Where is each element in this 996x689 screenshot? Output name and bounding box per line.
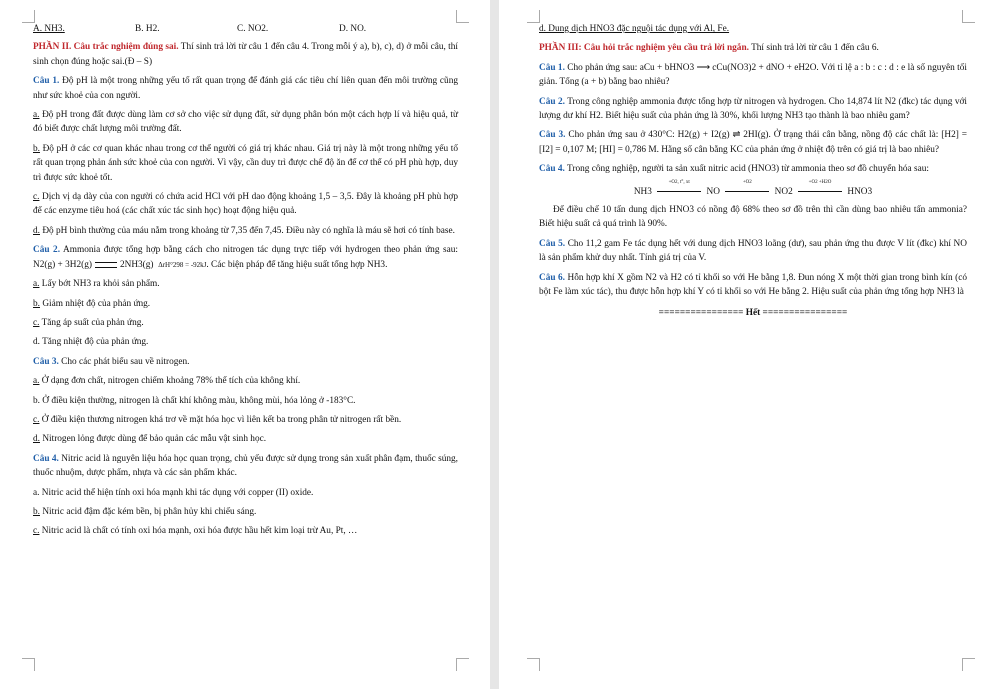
q1-option-b: b. Độ pH ở các cơ quan khác nhau trong cơ thể người có giá trị khác nhau. Giá trị này là một trong những yếu tố rất quan trọng phản ánh sức khoẻ của con người. Vì vậy, cần duy trì được chế độ ăn để cơ thể có pH phù hợp, duy trì được sức khoẻ tốt. [33,143,458,183]
q3-option-b: b. Ở điều kiện thường, nitrogen là chất khí không màu, không mùi, hóa lỏng ở -183°C. [33,395,356,406]
short-question-6: Câu 6. Hỗn hợp khí X gồm N2 và H2 có tỉ khối so với He bằng 1,8. Đun nóng X một thời gian trong bình kín (có bột Fe làm xúc tác), thu được hỗn hợp khí Y có tỉ khối so với He bằng 2. Hiệu suất của phản ứng tổng hợp NH3 là [539,272,967,298]
short-question-3: Câu 3. Cho phản ứng sau ở 430°C: H2(g) + I2(g) ⇌ 2HI(g). Ở trạng thái cân bằng, nồng độ các chất là: [H2] = [I2] = 0,107 M; [HI] = 0,786 M. Hằng số cân bằng KC của phản ứng ở nhiệt độ trên có giá trị là bao nhiêu? [539,130,967,155]
page-1-content [33,22,458,544]
option-d: D. NO. [339,24,367,34]
short-question-2: Câu 2. Trong công nghiệp ammonia được tổng hợp từ nitrogen và hydrogen. Cho 14,874 lít N2 (đkc) tác dụng với lượng dư khí H2. Biết hiệu suất của phản ứng là 30%, khối lượng NH3 tạo thành là bao nhiêu gam? [539,96,967,122]
question-3 [33,355,458,369]
page-2-content [539,22,967,320]
question-4 [33,452,458,481]
q2-option-c: c. Tăng áp suất của phản ứng. [33,317,144,328]
crop-mark [456,658,469,671]
page-1 [0,0,490,689]
short-question-4-continued: Để điều chế 10 tấn dung dịch HNO3 có nồng độ 68% theo sơ đồ trên thì cần dùng bao nhiêu tấn ammonia? Biết hiệu suất cả quá trình là 90%. [539,205,967,230]
q2-text: Ammonia được tổng hợp bằng cách cho nitrogen tác dụng trực tiếp với hydrogen theo phản ứng sau: [63,245,458,256]
q2-equation-right: 2NH3(g) [119,259,154,270]
q2-option-d: d. Tăng nhiệt độ của phản ứng. [33,337,149,348]
q1-label: Câu 1. [33,76,60,87]
short-question-4: Câu 4. Trong công nghiệp, người ta sản xuất nitric acid (HNO3) từ ammonia theo sơ đồ chuyển hóa sau: [539,164,929,175]
option-a: A. NH3. [33,24,65,34]
q1-option-d: d. Độ pH bình thường của máu nằm trong khoảng từ 7,35 đến 7,45. Điều này có nghĩa là máu sẽ hơi có tính base. [33,225,455,236]
part2-title: PHẦN II. Câu trắc nghiệm đúng sai. [33,42,179,53]
question-2 [33,243,458,272]
part2-intro: Thí sinh trả lời từ câu 1 đến câu 4. Trong mỗi ý a), b), c), d) ở mỗi câu, thí sinh chọn đúng hoặc sai.(Đ – S) [33,42,458,67]
arrow-icon: +O2 +H2O [798,191,842,192]
chain-hno3: HNO3 [847,186,873,197]
q4-option-b: b. Nitric acid đậm đặc kém bền, bị phân hủy khi chiếu sáng. [33,506,257,517]
q3-text: Cho các phát biểu sau về nitrogen. [61,356,190,367]
arrow-icon: +O2, t°, xt [657,191,701,192]
crop-mark [527,658,540,671]
end-marker: ================ Hết ================ [658,307,848,318]
part2-heading [33,40,458,69]
q2-equation-left: N2(g) + 3H2(g) [33,259,92,270]
answer-options [33,22,458,36]
q4-option-a: a. Nitric acid thể hiện tính oxi hóa mạnh khi tác dụng với copper (II) oxide. [33,487,314,498]
q2-enthalpy: ΔrH°298 = -92kJ [158,260,207,269]
arrow-icon: +O2 [725,191,769,192]
q3-label: Câu 3. [33,356,59,367]
q4-option-d: d. Dung dịch HNO3 đặc nguội tác dụng với Al, Fe. [539,24,730,34]
q4-label: Câu 4. [33,453,59,464]
q3-option-d: d. Nitrogen lỏng được dùng để bảo quản các mẫu vật sinh học. [33,434,267,445]
part3-intro: Thí sinh trả lời từ câu 1 đến câu 6. [751,43,879,54]
q2-option-b: b. Giảm nhiệt độ của phản ứng. [33,298,151,309]
chain-no: NO [706,186,720,197]
chain-nh3: NH3 [633,186,652,197]
part3-heading [539,41,967,55]
chain-no2: NO2 [774,186,793,197]
short-question-1: Câu 1. Cho phản ứng sau: aCu + bHNO3 ⟶ cCu(NO3)2 + dNO + eH2O. Với tỉ lệ a : b : c : d : e là số nguyên tối giản. Tổng (a + b) bằng bao nhiêu? [539,62,967,88]
q2-label: Câu 2. [33,245,61,256]
equilibrium-arrow-icon [95,262,117,268]
q4-option-c: c. Nitric acid là chất có tính oxi hóa mạnh, oxi hóa được hầu hết kim loại trừ Au, Pt, … [33,526,358,537]
question-1 [33,74,458,103]
page-2 [499,0,996,689]
part3-title: PHẦN III: Câu hỏi trắc nghiệm yêu cầu trả lời ngắn. [539,43,749,54]
q3-option-a: a. Ở dạng đơn chất, nitrogen chiếm khoảng 78% thể tích của không khí. [33,376,301,387]
page-gap [490,0,499,689]
q4-text: Nitric acid là nguyên liệu hóa học quan trọng, chủ yếu được sử dụng trong sản xuất phân đạm, thuốc súng, thuốc nhuộm, dược phẩm, nhựa và các sản phẩm khác. [33,453,458,479]
q3-option-c: c. Ở điều kiện thương nitrogen khá trơ về mặt hóa học vì liên kết ba trong phân tử nitrogen rất bền. [33,414,402,425]
q2-option-a: a. Lấy bớt NH3 ra khỏi sản phẩm. [33,279,160,290]
q2-tail: . Các biện pháp để tăng hiệu suất tổng hợp NH3. [206,259,388,270]
q1-option-a: a. Độ pH trong đất được dùng làm cơ sở cho việc sử dụng đất, sử dụng phân bón một cách hợp lí và hiệu quả, từ đó biết được chất lượng môi trường đất. [33,110,458,135]
crop-mark [962,658,975,671]
option-c: C. NO2. [237,24,269,34]
short-question-5: Câu 5. Cho 11,2 gam Fe tác dụng hết với dung dịch HNO3 loãng (dư), sau phản ứng thu được V lít (đkc) khí NO là sản phẩm khử duy nhất. Tính giá trị của V. [539,238,967,264]
q1-option-c: c. Dịch vị dạ dày của con người có chứa acid HCl với pH dao động khoảng 1,5 – 3,5. Đây là khoảng pH phù hợp để các enzyme tiêu hoá (các chất xúc tác sinh học) hoạt động hiệu quả. [33,192,459,217]
option-b: B. H2. [135,24,160,34]
q1-text: Độ pH là một trong những yếu tố rất quan trọng để đánh giá các tiêu chí liên quan đến môi trường cũng như sức khoẻ của con người. [33,76,458,101]
crop-mark [22,658,35,671]
conversion-scheme [539,179,967,199]
